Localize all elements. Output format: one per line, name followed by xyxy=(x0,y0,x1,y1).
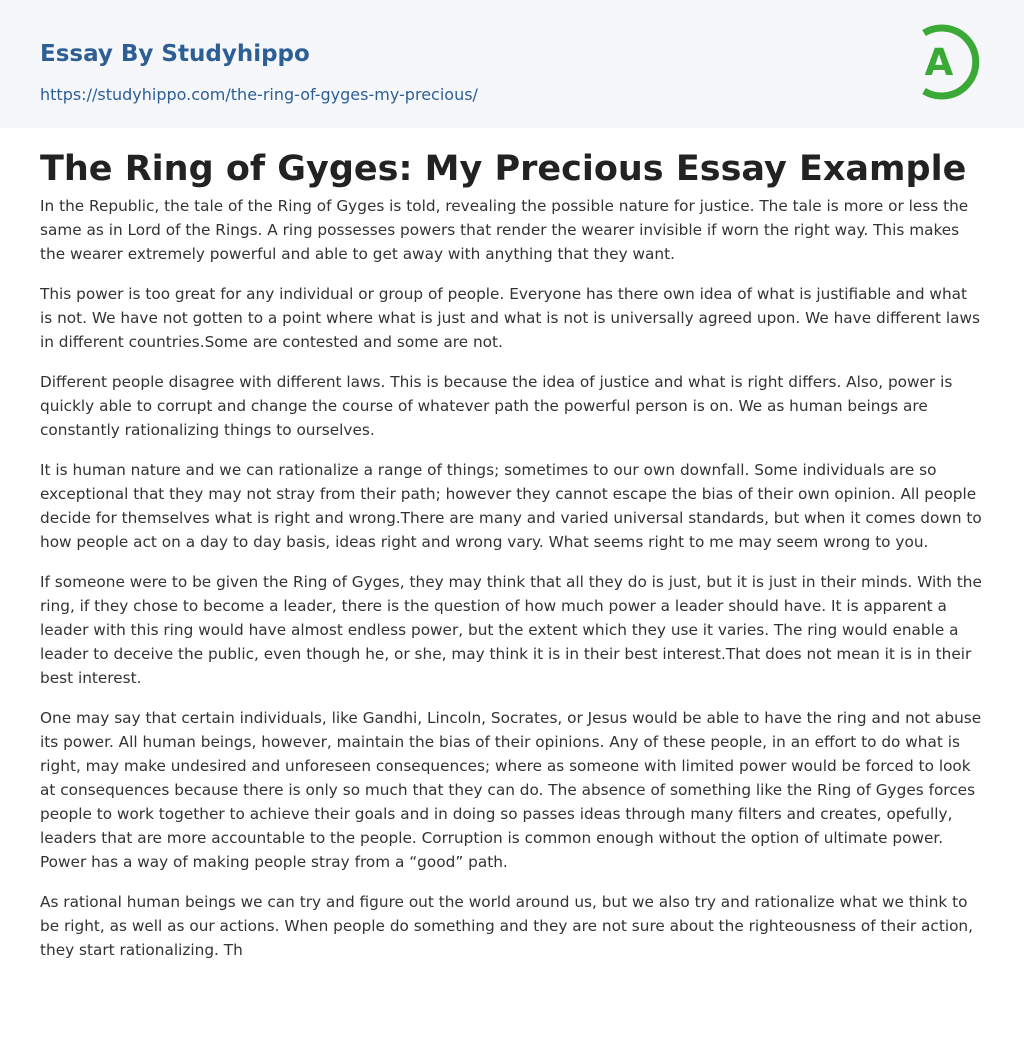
paragraph: If someone were to be given the Ring of Gyges, they may think that all they do is just, but it is just in their minds. With the ring, if they chose to become a leader, there is the question of how much power a leader should have. It is apparent a leader with this ring would have almost endless power, but the extent which they use it varies. The ring would enable a leader to deceive the public, even though he, or she, may think it is in their best interest.That does not mean it is in their best interest. xyxy=(40,573,982,687)
article-body xyxy=(40,194,984,978)
paragraph: This power is too great for any individual or group of people. Everyone has there own idea of what is justifiable and what is not. We have not gotten to a point where what is just and what is not is universally agreed upon. We have different laws in different countries.Some are contested and some are not. xyxy=(40,285,980,351)
studyhippo-logo-icon[interactable] xyxy=(912,19,986,105)
paragraph: As rational human beings we can try and figure out the world around us, but we also try and rationalize what we think to be right, as well as our actions. When people do something and they are not sure about the righteousness of their action, they start rationalizing. Th xyxy=(40,893,973,959)
logo-letter: A xyxy=(924,41,954,84)
paragraph: Different people disagree with different laws. This is because the idea of justice and what is right differs. Also, power is quickly able to corrupt and change the course of whatever path the powerful person is on. We as human beings are constantly rationalizing things to ourselves. xyxy=(40,373,953,439)
paragraph: One may say that certain individuals, like Gandhi, Lincoln, Socrates, or Jesus would be able to have the ring and not abuse its power. All human beings, however, maintain the bias of their opinions. Any of these people, in an effort to do what is right, may make undesired and unforeseen consequences; where as someone with limited power would be forced to look at consequences because there is only so much that they can do. The absence of something like the Ring of Gyges forces people to work together to achieve their goals and in doing so passes ideas through many filters and creates, opefully, leaders that are more accountable to the people. Corruption is common enough without the option of ultimate power. Power has a way of making people stray from a “good” path. xyxy=(40,709,982,871)
paragraph: It is human nature and we can rationalize a range of things; sometimes to our own downfall. Some individuals are so exceptional that they may not stray from their path; however they cannot escape the bias of their own opinion. All people decide for themselves what is right and wrong.There are many and varied universal standards, but when it comes down to how people act on a day to day basis, ideas right and wrong vary. What seems right to me may seem wrong to you. xyxy=(40,461,982,551)
site-brand[interactable]: Essay By Studyhippo xyxy=(40,41,310,67)
site-header xyxy=(0,0,1024,128)
paragraph: In the Republic, the tale of the Ring of Gyges is told, revealing the possible nature for justice. The tale is more or less the same as in Lord of the Rings. A ring possesses powers that render the wearer invisible if worn the right way. This makes the wearer extremely powerful and able to get away with anything that they want. xyxy=(40,197,969,263)
article-title: The Ring of Gyges: My Precious Essay Example xyxy=(40,149,967,189)
page-url-link[interactable]: https://studyhippo.com/the-ring-of-gyges-my-precious/ xyxy=(40,85,478,104)
